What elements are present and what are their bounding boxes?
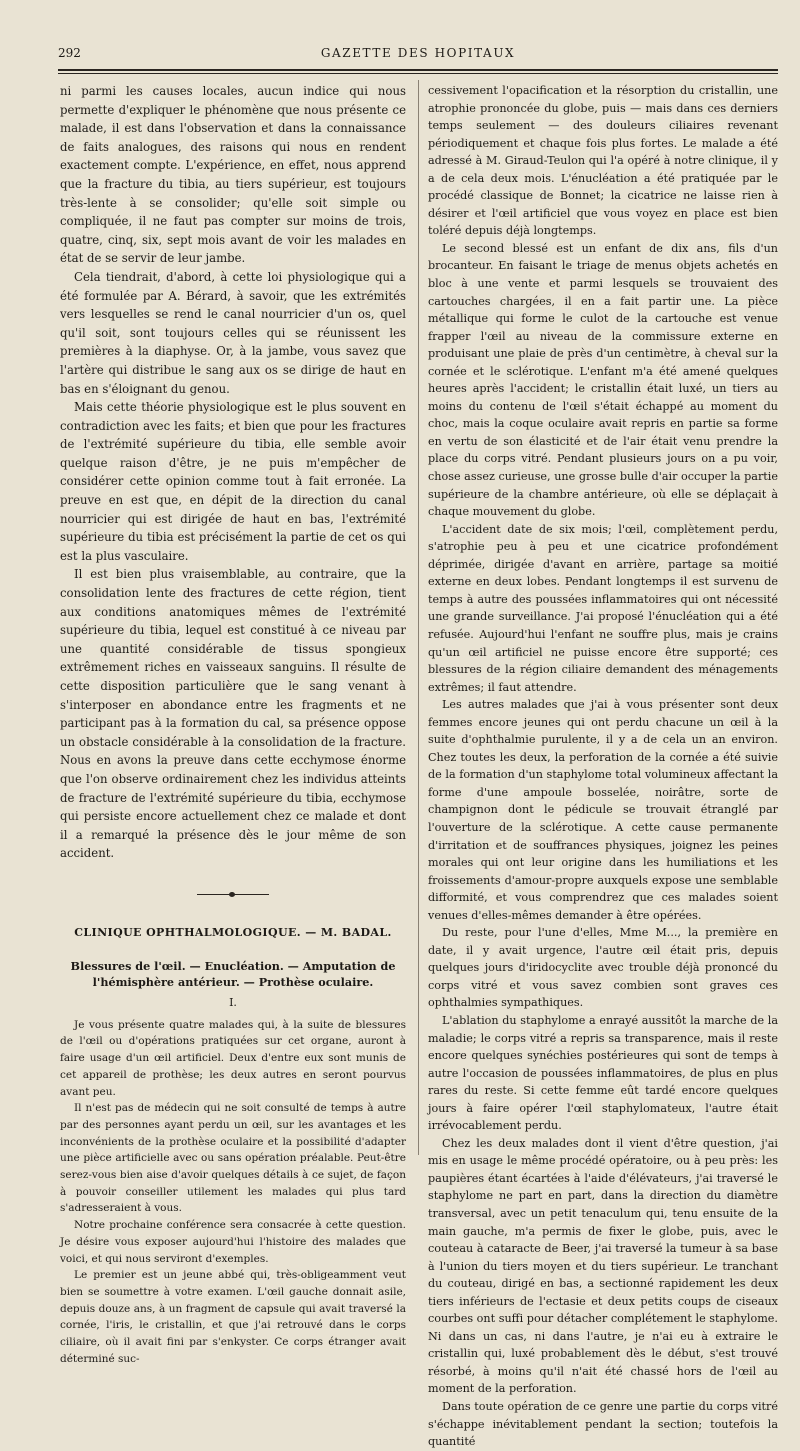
paragraph: Il est bien plus vraisemblable, au contraire, que la consolidation lente des fractures de cette région, tient aux conditions anatomiques mêmes de l'extrémité supérieure du tibia, lequel est constitué à ce niveau par une quantité considérable de tissus spongieux extrêmement riches en vaisseaux sanguins. Il résulte de cette disposition particulière que le sang venant à s'interposer en abondance entre les fragments et ne participant pas à la formation du cal, sa présence oppose un obstacle considérable à la consolidation de la fracture. Nous en avons la preuve dans cette ecchymose énorme que l'on observe ordinairement chez les individus atteints de fracture de l'extrémité supérieure du tibia, ecchymose qui persiste encore actuellement chez ce malade et dont il a remarqué la présence dès le jour même de son accident. [60,567,406,861]
section-heading: CLINIQUE OPHTHALMOLOGIQUE. — M. BADAL. [74,925,392,939]
article-body [60,1017,406,1368]
paragraph: Du reste, pour l'une d'elles, Mme M..., la première en date, il y avait urgence, l'autre œil était pris, depuis quelques jours d'iridocyclite avec trouble déjà prononcé du corps vitré et vous savez combien sont graves ces ophthalmies sympathiques. [428,926,778,1010]
column-divider [418,80,419,1155]
journal-title: GAZETTE DES HOPITAUX [320,46,516,60]
page-header [58,46,778,64]
paragraph: Le second blessé est un enfant de dix ans, fils d'un brocanteur. En faisant le triage de menus objets achetés en bloc à une vente et parmi lesquels se trouvaient des cartouches chargées, il en a fait partir une. La pièce métallique qui forme le culot de la cartouche est venue frapper l'œil au niveau de la commissure externe en produisant une plaie de près d'un centimètre, à cheval sur la cornée et le sclérotique. L'enfant m'a été amené quelques heures après l'accident; le cristallin était luxé, un tiers au moins du contenu de l'œil s'était échappé au moment du choc, mais la coque oculaire avait repris en partie sa forme en vertu de son élasticité et de l'air était venu prendre la place du corps vitré. Pendant plusieurs jours on a pu voir, chose assez curieuse, une grosse bulle d'air occuper la partie supérieure de la chambre antérieure, où elle se déplaçait à chaque mouvement du globe. [428,241,778,519]
paragraph: Les autres malades que j'ai à vous présenter sont deux femmes encore jeunes qui ont perdu chacune un œil à la suite d'ophthalmie purulente, il y a de cela un an environ. Chez toutes les deux, la perforation de la cornée a été suivie de la formation d'un staphylome total volumineux affectant la forme d'une ampoule bosselée, noirâtre, sorte de champignon dont le pédicule se trouvait étranglé par l'ouverture de la sclérotique. A cette cause permanente d'irritation et de souffrances physiques, joignez les peines morales qui ont leur origine dans les humiliations et les froissements d'amour-propre auxquels expose une semblable difformité, et vous comprendrez que ces malades soient venues d'elles-mêmes demander à être opérées. [428,698,778,922]
header-rule-thin [58,73,778,74]
paragraph: L'accident date de six mois; l'œil, complètement perdu, s'atrophie peu à peu et une cicatrice profondément déprimée, dirigée d'avant en arrière, partage sa moitié externe en deux lobes. Pendant longtemps il est survenu de temps à autre des poussées inflammatoires qui ont nécessité une grande surveillance. J'ai proposé l'énucléation qui a été refusée. Aujourd'hui l'enfant ne souffre plus, mais je crains qu'un œil artificiel ne puisse encore être supporté; ces blessures de la région ciliaire demandent des ménagements extrêmes; il faut attendre. [428,522,778,694]
paragraph: Notre prochaine conférence sera consacrée à cette question. Je désire vous exposer aujourd'hui l'histoire des malades que voici, et qui nous serviront d'exemples. [60,1219,406,1265]
paragraph: Dans toute opération de ce genre une partie du corps vitré s'échappe inévitablement pendant la section; toutefois la quantité [428,1400,778,1449]
paragraph: Mais cette théorie physiologique est le plus souvent en contradiction avec les faits; et bien que pour les fractures de l'extrémité supérieure du tibia, elle semble avoir quelque raison d'être, je ne puis m'empêcher de considérer cette opinion comme tout à fait erronée. La preuve en est que, en dépit de la direction du canal nourricier qui est dirigée de haut en bas, l'extrémité supérieure du tibia est précisément la partie de cet os qui est la plus vasculaire. [60,400,406,563]
paragraph: L'ablation du staphylome a enrayé aussitôt la marche de la maladie; le corps vitré a repris sa transparence, mais il reste encore quelques synéchies postérieures qui sont de temps à autre l'occasion de poussées inflammatoires, de plus en plus rares du reste. Si cette femme eût tardé encore quelques jours à faire opérer l'œil staphylomateux, l'autre était irrévocablement perdu. [428,1013,778,1133]
paragraph: Je vous présente quatre malades qui, à la suite de blessures de l'œil ou d'opérations pratiquées sur cet organe, auront à faire usage d'un œil artificiel. Deux d'entre eux sont munis de cet appareil de prothèse; les deux autres en seront pourvus avant peu. [60,1018,406,1098]
paragraph: cessivement l'opacification et la résorption du cristallin, une atrophie prononcée du globe, puis — mais dans ces derniers temps seulement — des douleurs ciliaires revenant périodiquement et chaque fois plus fortes. Le malade a été adressé à M. Giraud-Teulon qui l'a opéré à notre clinique, il y a de cela deux mois. L'énucléation a été pratiquée par le procédé classique de Bonnet; la cicatrice ne laisse rien à désirer et l'œil artificiel que vous voyez en place est bien toléré depuis déjà longtemps. [428,84,778,238]
right-column [428,82,778,1451]
paragraph: ni parmi les causes locales, aucun indice qui nous permette d'expliquer le phénomène que nous présente ce malade, il est dans l'observation et dans la connaissance de faits analogues, des raisons qui nous en rendent exactement compte. L'expérience, en effet, nous apprend que la fracture du tibia, au tiers supérieur, est toujours très-lente à se consolider; qu'elle soit simple ou compliquée, il ne faut pas compter sur moins de trois, quatre, cinq, six, sept mois avant de voir les malades en état de se servir de leur jambe. [60,84,406,266]
paragraph: Chez les deux malades dont il vient d'être question, j'ai mis en usage le même procédé opératoire, ou à peu près: les paupières étant écartées à l'aide d'élévateurs, j'ai traversé le staphylome ne part en part, dans la direction du diamètre transversal, avec un petit tenaculum qui, tenu ensuite de la main gauche, m'a permis de fixer le globe, puis, avec le couteau à cataracte de Beer, j'ai traversé la tumeur à sa base à l'union du tiers moyen et du tiers supérieur. Le tranchant du couteau, dirigé en bas, a sectionné rapidement les deux tiers inférieurs de l'ectasie et deux petits coups de ciseaux courbes ont suffi pour détacher complétement le staphylome. Ni dans un cas, ni dans l'autre, je n'ai eu à extraire le cristallin qui, luxé probablement dès le début, s'est trouvé résorbé, à moins qu'il n'ait été chassé hors de l'œil au moment de la perforation. [428,1136,778,1396]
paragraph: Le premier est un jeune abbé qui, très-obligeamment veut bien se soumettre à votre examen. L'œil gauche donnait asile, depuis douze ans, à un fragment de capsule qui avait traversé la cornée, l'iris, le cristallin, et que j'ai retrouvé dans le corps ciliaire, où il avait fini par s'enkyster. Ce corps étranger avait déterminé suc- [60,1269,406,1365]
section-separator [60,885,406,904]
left-column [60,82,406,1367]
paragraph: Cela tiendrait, d'abord, à cette loi physiologique qui a été formulée par A. Bérard, à savoir, que les extrémités vers lesquelles se rend le canal nourricier d'un os, quel qu'il soit, sont toujours celles qui se réunissent les premières à la diaphyse. Or, à la jambe, vous savez que l'artère qui distribue le sang aux os se dirige de haut en bas en s'éloignant du genou. [60,269,406,396]
paragraph: Il n'est pas de médecin qui ne soit consulté de temps à autre par des personnes ayant perdu un œil, sur les avantages et les inconvénients de la prothèse oculaire et la possibilité d'adapter une pièce artificielle avec ou sans opération préalable. Peut-être serez-vous bien aise d'avoir quelques détails à ce sujet, de façon à pouvoir conseiller utilement les malades qui plus tard s'adresseraient à vous. [60,1102,406,1215]
section-number: I. [229,996,237,1010]
header-rule-thick [58,69,778,71]
page-number: 292 [58,46,81,60]
article-title: Blessures de l'œil. — Enucléation. — Amputation de l'hémisphère antérieur. — Prothèse oculaire. [70,959,396,990]
